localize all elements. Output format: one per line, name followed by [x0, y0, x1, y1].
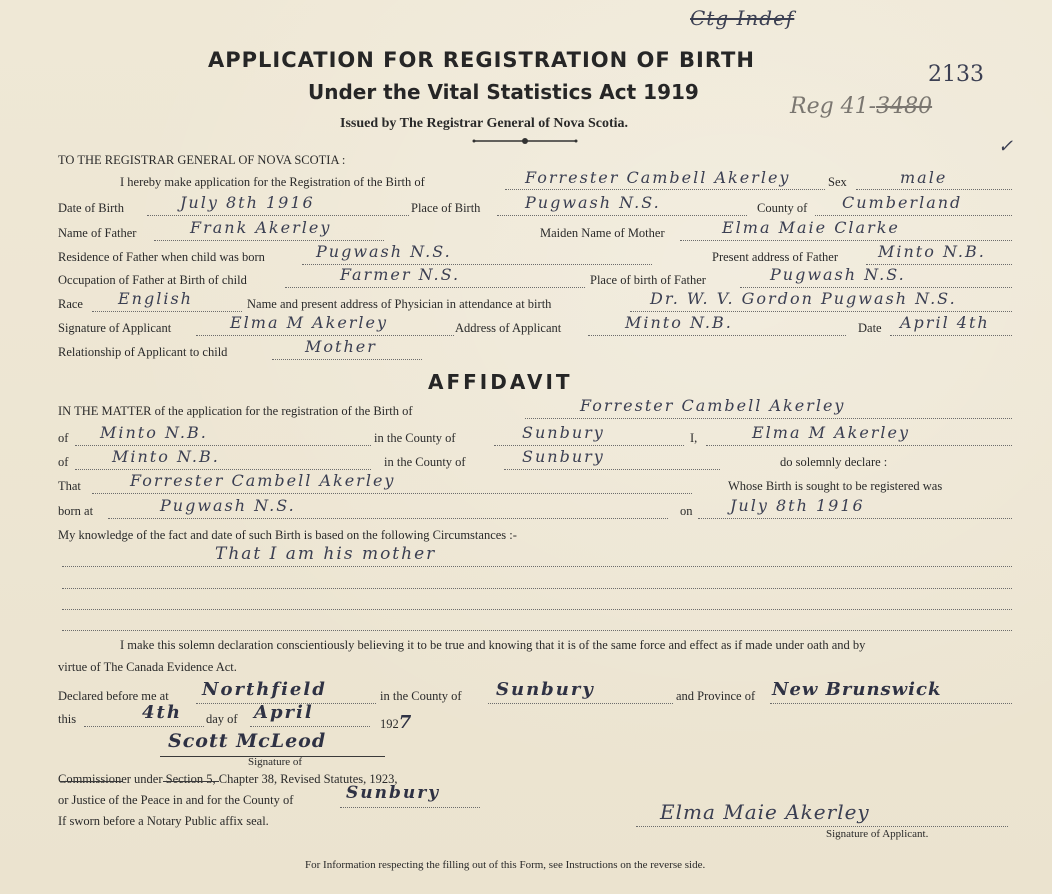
present-addr-label: Present address of Father	[712, 250, 839, 264]
affidavit-heading: AFFIDAVIT	[428, 370, 573, 394]
physician-label: Name and present address of Physician in attendance at birth	[247, 297, 552, 311]
to-registrar: TO THE REGISTRAR GENERAL OF NOVA SCOTIA :	[58, 153, 346, 167]
county1-label: in the County of	[374, 431, 456, 445]
father-birthplace-value: Pugwash N.S.	[770, 265, 906, 284]
signature-value: Elma M Akerley	[230, 313, 389, 332]
dob-label: Date of Birth	[58, 201, 124, 215]
mother-value: Elma Maie Clarke	[722, 218, 900, 237]
county2-value: Sunbury	[522, 447, 605, 466]
date-label: Date	[858, 321, 882, 335]
applicant-addr-label: Address of Applicant	[455, 321, 562, 335]
jp-county-value: Sunbury	[346, 783, 441, 803]
sex-label: Sex	[828, 175, 847, 189]
knowledge-label: My knowledge of the fact and date of such Birth is based on the following Circumstances :-	[58, 528, 517, 542]
that-label: That	[58, 479, 81, 493]
declared-at-value: Northfield	[202, 679, 327, 700]
form-title: APPLICATION FOR REGISTRATION OF BIRTH	[208, 48, 755, 72]
struck-annotation: Ctg Indef	[690, 6, 795, 30]
county-label: County of	[757, 201, 808, 215]
this-label: this	[58, 712, 77, 726]
issued-by: Issued by The Registrar General of Nova Scotia.	[340, 116, 629, 131]
on-label: on	[680, 504, 693, 518]
residence-label: Residence of Father when child was born	[58, 250, 265, 264]
notary-label: If sworn before a Notary Public affix seal.	[58, 814, 269, 828]
father-label: Name of Father	[58, 226, 137, 240]
province-label: and Province of	[676, 689, 756, 703]
year-label	[380, 712, 411, 733]
whose-label: Whose Birth is sought to be registered was	[728, 479, 943, 493]
dayof-label: day of	[206, 712, 238, 726]
i-label: I,	[690, 431, 698, 445]
declared-label: Declared before me at	[58, 689, 169, 703]
of1-value: Minto N.B.	[100, 423, 208, 442]
date-value: April 4th	[900, 313, 990, 332]
month-value: April	[254, 702, 314, 723]
pob-label: Place of Birth	[411, 201, 481, 215]
county3-value: Sunbury	[496, 679, 595, 700]
relationship-label: Relationship of Applicant to child	[58, 345, 228, 359]
commissioner-signature: Scott McLeod	[168, 730, 327, 752]
relationship-value: Mother	[305, 337, 377, 356]
ornament-divider	[470, 136, 580, 146]
pob-value: Pugwash N.S.	[525, 193, 661, 212]
footer-note: For Information respecting the filling out of this Form, see Instructions on the reverse side.	[305, 859, 706, 871]
county3-label: in the County of	[380, 689, 462, 703]
race-value: English	[118, 289, 193, 308]
pencil-ref-struck: 3480	[876, 94, 933, 119]
signature-of-applicant-label: Signature of Applicant.	[826, 828, 929, 840]
circumstance-value: That I am his mother	[215, 544, 437, 564]
year-digit: 7	[398, 712, 412, 733]
declare-label: do solemnly declare :	[780, 455, 888, 469]
solemn-line-2: virtue of The Canada Evidence Act.	[58, 660, 237, 674]
applicant-addr-value: Minto N.B.	[625, 313, 733, 332]
of2-label: of	[58, 455, 69, 469]
commissioner-label: Commissioner under Section 5, Chapter 38, Revised Statutes, 1923,	[58, 772, 398, 786]
county-value: Cumberland	[842, 193, 963, 212]
applicant-signature: Elma Maie Akerley	[660, 800, 870, 824]
race-label: Race	[58, 297, 83, 311]
province-value: New Brunswick	[772, 679, 942, 700]
pencil-reference	[790, 94, 932, 119]
jp-label: or Justice of the Peace in and for the County of	[58, 793, 294, 807]
born-on-value: July 8th 1916	[730, 496, 865, 515]
of2-value: Minto N.B.	[112, 447, 220, 466]
born-at-value: Pugwash N.S.	[160, 496, 296, 515]
check-mark: ✓	[998, 136, 1016, 157]
declarant-value: Elma M Akerley	[752, 423, 911, 442]
registration-number: 2133	[928, 62, 984, 87]
year-prefix: 192	[380, 717, 399, 731]
county1-value: Sunbury	[522, 423, 605, 442]
signature-label: Signature of Applicant	[58, 321, 172, 335]
occupation-label: Occupation of Father at Birth of child	[58, 273, 247, 287]
matter-name-value: Forrester Cambell Akerley	[580, 396, 846, 415]
dob-value: July 8th 1916	[180, 193, 315, 212]
pencil-ref-text: Reg 41-	[790, 94, 877, 119]
born-label: born at	[58, 504, 94, 518]
residence-value: Pugwash N.S.	[316, 242, 452, 261]
father-value: Frank Akerley	[190, 218, 332, 237]
signature-of-label: Signature of	[248, 756, 303, 768]
that-name-value: Forrester Cambell Akerley	[130, 471, 396, 490]
county2-label: in the County of	[384, 455, 466, 469]
child-name-value: Forrester Cambell Akerley	[525, 168, 791, 187]
mother-label: Maiden Name of Mother	[540, 226, 665, 240]
sex-value: male	[900, 168, 948, 187]
matter-label: IN THE MATTER of the application for the registration of the Birth of	[58, 404, 413, 418]
occupation-value: Farmer N.S.	[340, 265, 461, 284]
physician-value: Dr. W. V. Gordon Pugwash N.S.	[650, 289, 957, 308]
solemn-line-1: I make this solemn declaration conscientiously believing it to be true and knowing that it is of the same force and effect as if made under oath and by	[120, 638, 866, 652]
present-addr-value: Minto N.B.	[878, 242, 986, 261]
of1-label: of	[58, 431, 69, 445]
intro-label: I hereby make application for the Registration of the Birth of	[120, 175, 425, 189]
form-subtitle: Under the Vital Statistics Act 1919	[308, 80, 699, 104]
father-birthplace-label: Place of birth of Father	[590, 273, 706, 287]
day-value: 4th	[142, 702, 182, 723]
